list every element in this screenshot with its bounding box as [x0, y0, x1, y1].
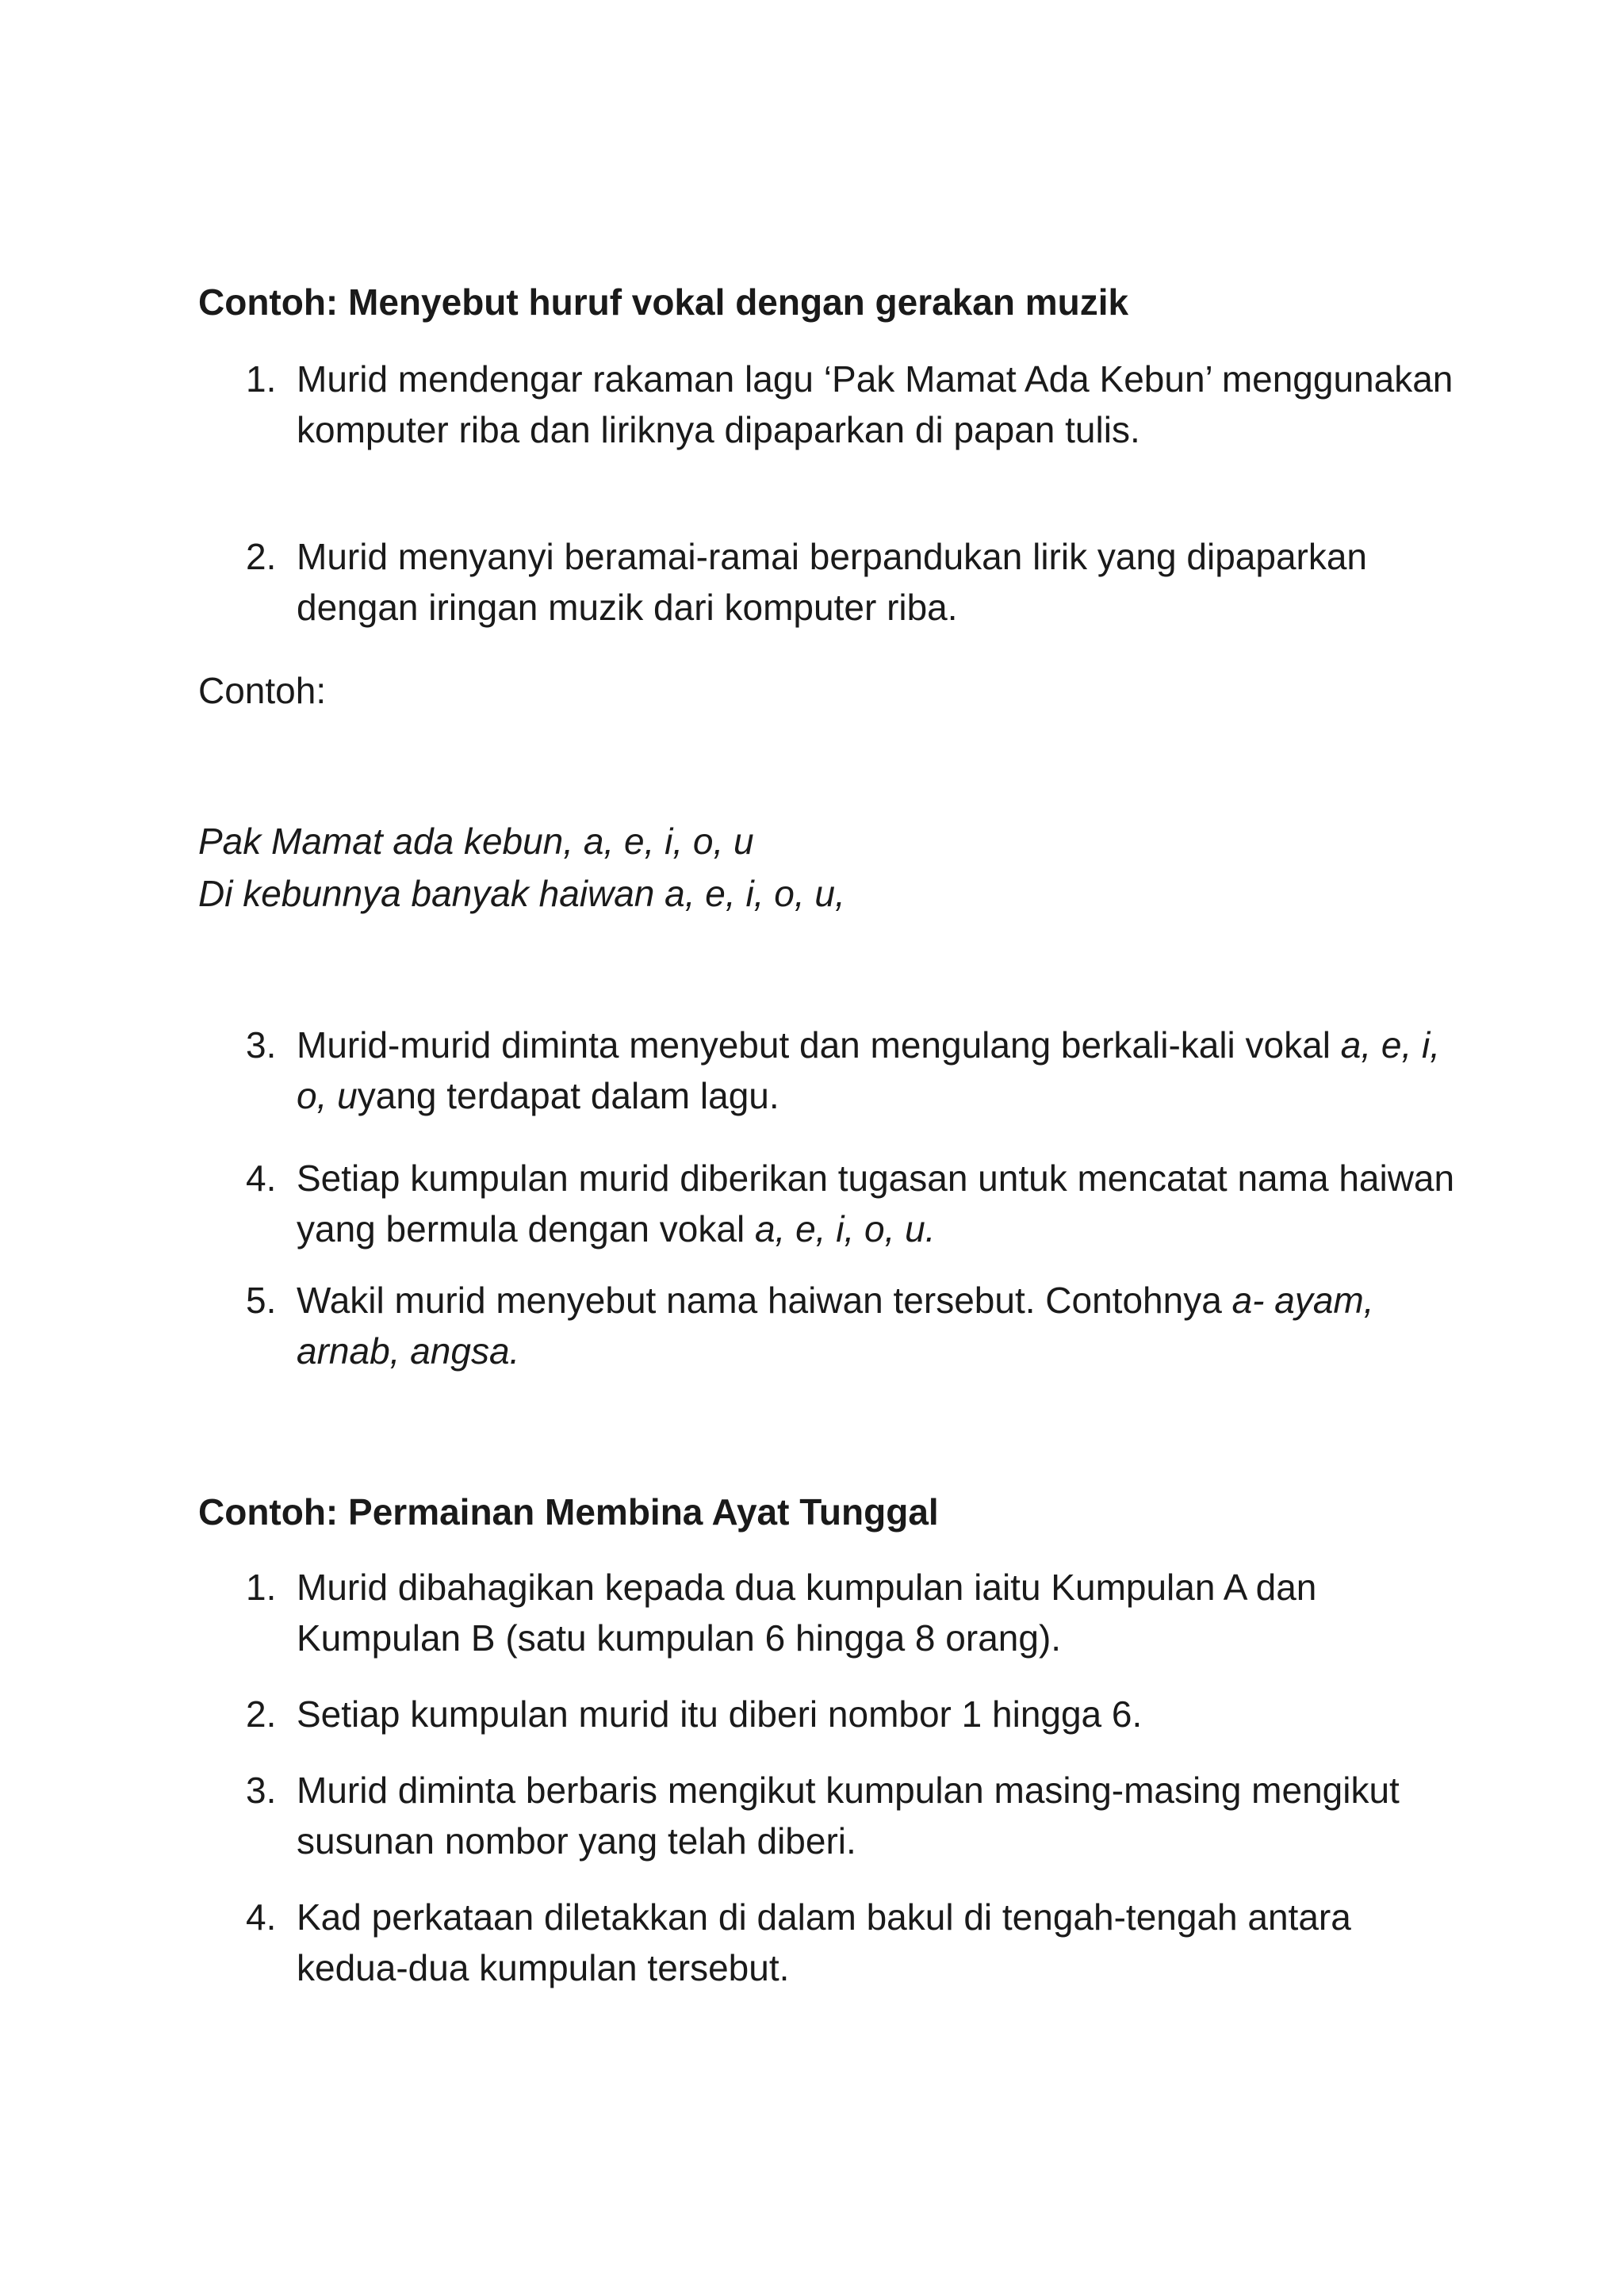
list-item [246, 354, 1467, 455]
list-number: 5. [246, 1280, 277, 1321]
list-number: 2. [246, 1693, 277, 1735]
list-item [246, 1562, 1467, 1663]
list-text: Murid diminta berbaris mengikut kumpulan masing-masing mengikut susunan nombor yang telah diberi. [297, 1770, 1400, 1862]
list-text: Wakil murid menyebut nama haiwan tersebut. Contohnya a- ayam, arnab, angsa. [297, 1280, 1374, 1372]
list-number: 1. [246, 358, 277, 400]
list-item [246, 1153, 1467, 1254]
list-text: Murid dibahagikan kepada dua kumpulan iaitu Kumpulan A dan Kumpulan B (satu kumpulan 6 hingga 8 orang). [297, 1567, 1317, 1659]
list-text: Murid menyanyi beramai-ramai berpandukan lirik yang dipaparkan dengan iringan muzik dari komputer riba. [297, 536, 1368, 628]
list-number: 3. [246, 1770, 277, 1811]
list-item [246, 531, 1467, 633]
list-text: Kad perkataan diletakkan di dalam bakul di tengah-tengah antara kedua-dua kumpulan tersebut. [297, 1896, 1351, 1988]
section-heading-vokal: Contoh: Menyebut huruf vokal dengan gerakan muzik [198, 281, 1129, 323]
list-text: Setiap kumpulan murid itu diberi nombor 1 hingga 6. [297, 1693, 1143, 1735]
example-label: Contoh: [198, 670, 327, 711]
list-number: 4. [246, 1896, 277, 1938]
lyric-line: Di kebunnya banyak haiwan a, e, i, o, u, [198, 873, 845, 914]
list-number: 3. [246, 1024, 277, 1066]
lyric-line: Pak Mamat ada kebun, a, e, i, o, u [198, 821, 754, 862]
list-item [246, 1892, 1467, 1993]
list-item [246, 1765, 1467, 1866]
list-item [246, 1689, 1467, 1739]
list-text: Murid-murid diminta menyebut dan mengulang berkali-kali vokal a, e, i, o, uyang terdapat dalam lagu. [297, 1024, 1441, 1116]
list-number: 1. [246, 1567, 277, 1608]
list-number: 4. [246, 1158, 277, 1199]
list-number: 2. [246, 536, 277, 577]
list-text: Setiap kumpulan murid diberikan tugasan untuk mencatat nama haiwan yang bermula dengan vokal a, e, i, o, u. [297, 1158, 1455, 1249]
section-heading-ayat: Contoh: Permainan Membina Ayat Tunggal [198, 1491, 939, 1533]
list-item [246, 1275, 1467, 1376]
list-text: Murid mendengar rakaman lagu ‘Pak Mamat Ada Kebun’ menggunakan komputer riba dan liriknya dipaparkan di papan tulis. [297, 358, 1454, 450]
list-item [246, 1020, 1467, 1121]
